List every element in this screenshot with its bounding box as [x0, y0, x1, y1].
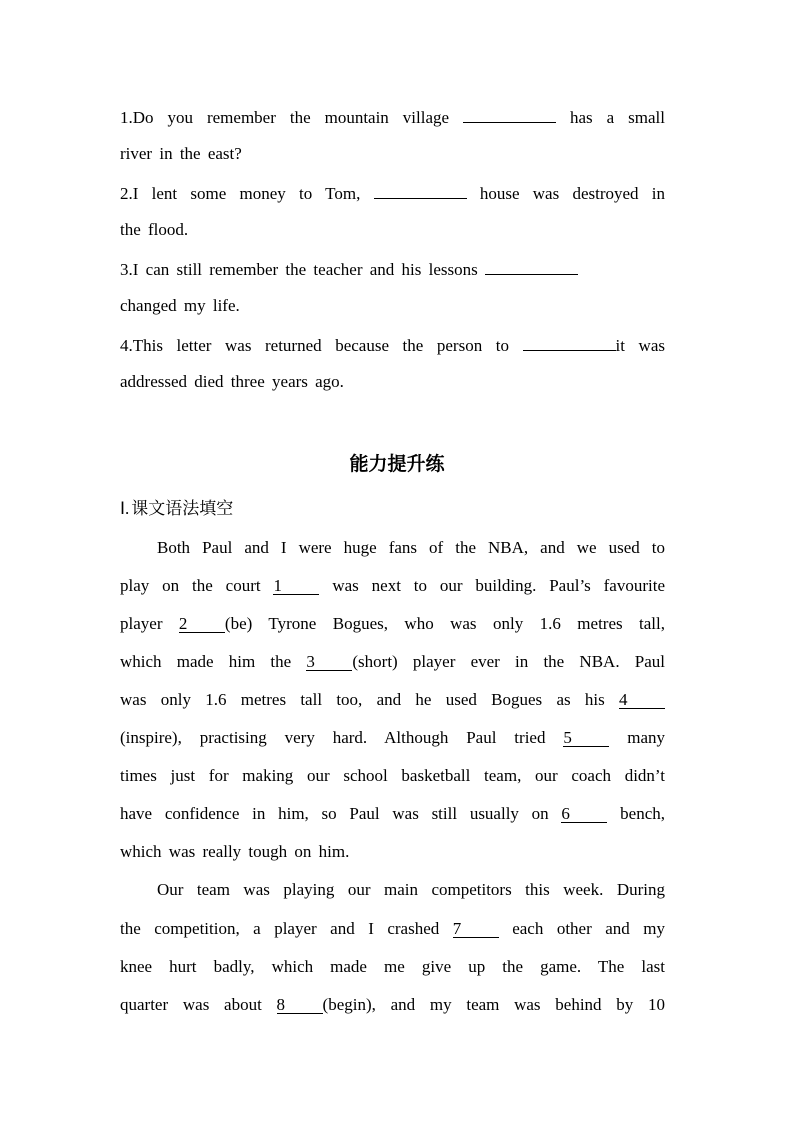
passage-line: [157, 879, 665, 901]
numbered-blank[interactable]: 5: [563, 729, 609, 747]
question-2-line-2: [120, 219, 665, 241]
text: Both Paul and I were huge fans of the NBA, and we used to: [157, 538, 665, 557]
passage-line: [120, 575, 665, 597]
passage-line: [120, 956, 665, 978]
passage-line: [120, 613, 665, 635]
question-3-line-2: [120, 295, 665, 317]
numbered-blank[interactable]: 4: [619, 691, 665, 709]
question-2-line-1: [120, 181, 665, 205]
text: the competition, a player and I crashed: [120, 919, 440, 938]
text: which made him the: [120, 652, 292, 671]
text: the flood.: [120, 220, 189, 239]
question-1-line-2: [120, 143, 665, 165]
passage-line: [120, 727, 665, 749]
question-4-line-2: [120, 371, 665, 393]
answer-blank[interactable]: [485, 257, 578, 275]
text: quarter was about: [120, 995, 262, 1014]
text: which was really tough on him.: [120, 842, 350, 861]
text: changed my life.: [120, 296, 240, 315]
passage-line: [120, 765, 665, 787]
text: have confidence in him, so Paul was still usually on: [120, 804, 549, 823]
passage-line: [120, 918, 665, 940]
numbered-blank[interactable]: 3: [306, 653, 352, 671]
numbered-blank[interactable]: 7: [453, 920, 499, 938]
passage-line: [120, 841, 665, 863]
question-4-line-1: [120, 333, 665, 357]
text: play on the court: [120, 576, 261, 595]
numbered-blank[interactable]: 2: [179, 615, 225, 633]
text: knee hurt badly, which made me give up the game. The last: [120, 957, 665, 976]
text: has a small: [570, 108, 666, 127]
numbered-blank[interactable]: 6: [561, 805, 607, 823]
passage-line: [120, 994, 665, 1016]
text: times just for making our school basketball team, our coach didn’t: [120, 766, 665, 785]
text: (be) Tyrone Bogues, who was only 1.6 metres tall,: [224, 614, 666, 633]
text: 2.I lent some money to Tom,: [120, 184, 361, 203]
text: (begin), and my team was behind by 10: [322, 995, 666, 1014]
answer-blank[interactable]: [374, 181, 467, 199]
text: 1.Do you remember the mountain village: [120, 108, 450, 127]
text: it was: [615, 336, 665, 355]
answer-blank[interactable]: [523, 333, 616, 351]
section-title: 能力提升练: [349, 453, 445, 475]
text: (short) player ever in the NBA. Paul: [352, 652, 665, 671]
text: river in the east?: [120, 144, 242, 163]
passage-line: [120, 689, 665, 711]
passage-line: [157, 537, 665, 559]
text: house was destroyed in: [479, 184, 665, 203]
sub-title: [120, 498, 233, 520]
text: was only 1.6 metres tall too, and he used Bogues as his: [120, 690, 605, 709]
text: bench,: [620, 804, 666, 823]
answer-blank[interactable]: [463, 105, 556, 123]
text: Our team was playing our main competitors this week. During: [157, 880, 665, 899]
passage-line: [120, 651, 665, 673]
text: 3.I can still remember the teacher and his lessons: [120, 260, 478, 279]
roman-numeral: Ⅰ.: [120, 499, 130, 518]
sub-title-label: 课文语法填空: [131, 499, 234, 519]
question-1-line-1: [120, 105, 665, 129]
text: addressed died three years ago.: [120, 372, 344, 391]
numbered-blank[interactable]: 1: [273, 577, 319, 595]
text: (inspire), practising very hard. Although Paul tried: [120, 728, 546, 747]
text: 4.This letter was returned because the person to: [120, 336, 509, 355]
text: many: [627, 728, 666, 747]
passage-line: [120, 803, 665, 825]
text: was next to our building. Paul’s favourite: [332, 576, 666, 595]
numbered-blank[interactable]: 8: [277, 996, 323, 1014]
text: each other and my: [512, 919, 665, 938]
question-3-line-1: [120, 257, 578, 281]
text: player: [120, 614, 163, 633]
